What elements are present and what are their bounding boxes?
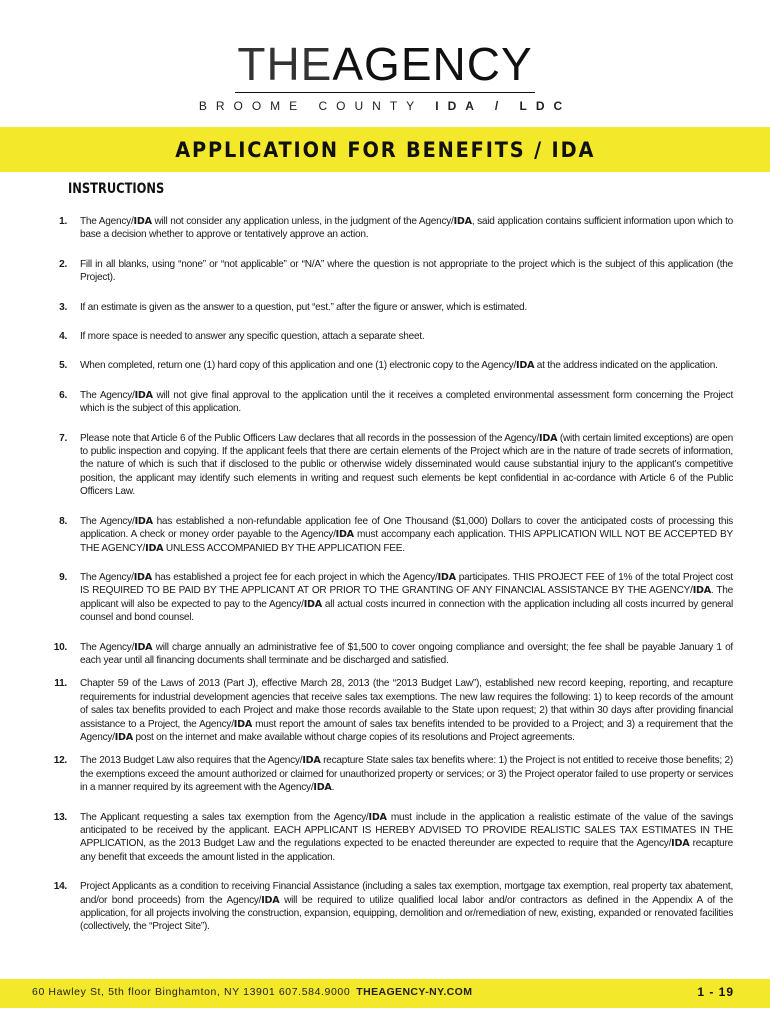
instruction-number: 13. <box>53 811 67 823</box>
instruction-item: 7. Please note that Article 6 of the Public Officers Law declares that all records in the possession of the Agency/IDA (with certain limited exceptions) are open to public inspection and copying. If the applicant feels that there are certain elements of the Project which are in the nature of trade secrets of information, the nature of which is such that if disclosed to the public or otherwise widely disseminated would cause substantial injury to the applicant’s competitive position, the applicant may identify such elements in writing and request such elements be kept confidential in ac-cordance with Article 6 of the Public Officers Law. <box>33 432 733 499</box>
footer-website-link[interactable]: THEAGENCY-NY.COM <box>356 986 473 998</box>
instruction-number: 14. <box>53 881 67 893</box>
logo-wordmark <box>0 38 770 90</box>
instruction-number: 6. <box>59 389 67 401</box>
instruction-number: 9. <box>59 571 67 583</box>
instruction-number: 7. <box>59 432 67 444</box>
page-title-plain: APPLICATION FOR BENEFITS / <box>175 137 543 162</box>
footer-address <box>32 986 472 998</box>
instruction-number: 3. <box>59 301 67 313</box>
logo-subtitle-bold: IDA / LDC <box>435 99 572 113</box>
instruction-item: 10. The Agency/IDA will charge annually an administrative fee of $1,500 to cover ongoing compliance and oversight; the fee shall be payable January 1 of each year until all financing documents shall terminate and be discharged and satisfied. <box>33 641 733 668</box>
instruction-item: 9. The Agency/IDA has established a project fee for each project in which the Agency/IDA participates. THIS PROJECT FEE of 1% of the total Project cost IS REQUIRED TO BE PAID BY THE APPLICANT AT OR PRIOR TO THE GRANTING OF ANY FINANCIAL ASSISTANCE BY THE AGENCY/IDA. The applicant will also be expected to pay to the Agency/IDA all actual costs incurred in connection with the application including all costs incurred by general counsel and bond counsel. <box>33 571 733 625</box>
instruction-item: 3. If an estimate is given as the answer to a question, put “est.” after the figure or answer, which is estimated. <box>33 301 733 314</box>
instruction-item: 14. Project Applicants as a condition to receiving Financial Assistance (including a sales tax exemption, mortgage tax exemption, real property tax abatement, and/or bond proceeds) from the Agency/IDA will be required to utilize qualified local labor and/or contractors as defined in the Appendix A of the application, for all projects involving the construction, expansion, equipping, demolition and or/remediation of new, existing, expanded or renovated facilities (collectively, the “Project Site”). <box>33 880 733 934</box>
logo-divider <box>235 92 535 93</box>
instructions-list <box>33 215 733 934</box>
ida-emphasis: IDA <box>114 731 133 743</box>
page-title <box>175 138 595 162</box>
instruction-item: 2. Fill in all blanks, using “none” or “not applicable” or “N/A” where the question is not appropriate to the project which is the subject of this application (the Project). <box>33 258 733 285</box>
instruction-item: 12. The 2013 Budget Law also requires that the Agency/IDA recapture State sales tax benefits where: 1) the Project is not entitled to receive those benefits; 2) the exemptions exceed the amount authorized or claimed for unauthorized property or services; or 3) the Project operator failed to use property or services in a manner required by its agreement with the Agency/IDA. <box>33 754 733 794</box>
instruction-item: 6. The Agency/IDA will not give final approval to the application until the it receives a completed environmental assessment form concerning the Project which is the subject of this application. <box>33 389 733 416</box>
ida-emphasis: IDA <box>453 216 472 227</box>
instruction-number: 2. <box>59 258 67 270</box>
instruction-number: 4. <box>59 331 67 343</box>
logo-subtitle <box>0 97 770 115</box>
title-banner <box>0 127 770 172</box>
instruction-number: 10. <box>53 641 67 653</box>
ida-emphasis: IDA <box>261 894 280 906</box>
ida-emphasis: IDA <box>335 529 354 541</box>
ida-emphasis: IDA <box>516 360 535 372</box>
logo-thin-text: THE <box>237 38 333 90</box>
instruction-number: 8. <box>59 515 67 527</box>
instruction-item: 1. The Agency/IDA will not consider any application unless, in the judgment of the Agency/IDA, said application contains sufficient information upon which to base a decision whether to approve or tentatively approve an action. <box>33 215 733 242</box>
instruction-item: 13. The Applicant requesting a sales tax exemption from the Agency/IDA must include in the application a realistic estimate of the value of the savings anticipated to be received by the applicant. EACH APPLICANT IS HEREBY ADVISED TO PROVIDE REALISTIC SALES TAX ESTIMATES IN THE APPLICATION, as the 2013 Budget Law and the regulations expected to be enacted thereunder are expected to require that the Agency/IDA recapture any benefit that exceeds the amount listed in the application. <box>33 811 733 865</box>
ida-emphasis: IDA <box>134 515 153 527</box>
logo-bold-text: AGENCY <box>332 38 533 90</box>
ida-emphasis: IDA <box>437 571 456 583</box>
page-number: 1 - 19 <box>697 985 734 999</box>
ida-emphasis: IDA <box>134 389 153 401</box>
ida-emphasis: IDA <box>145 542 164 554</box>
ida-emphasis: IDA <box>133 571 152 583</box>
instruction-number: 1. <box>59 216 67 227</box>
logo-subtitle-plain: BROOME COUNTY <box>198 99 423 113</box>
page-title-bold: IDA <box>551 137 595 162</box>
ida-emphasis: IDA <box>692 585 711 597</box>
instructions-heading: INSTRUCTIONS <box>68 181 165 197</box>
ida-emphasis: IDA <box>302 755 321 767</box>
ida-emphasis: IDA <box>134 641 153 653</box>
instruction-item: 8. The Agency/IDA has established a non-refundable application fee of One Thousand ($1,000) Dollars to cover the anticipated costs of processing this application. A check or money order payable to the Agency/IDA must accompany each application. THIS APPLICATION WILL NOT BE ACCEPTED BY THE AGENCY/IDA UNLESS ACCOMPANIED BY THE APPLICATION FEE. <box>33 515 733 555</box>
agency-logo <box>0 38 770 115</box>
instruction-number: 5. <box>59 360 67 372</box>
ida-emphasis: IDA <box>539 432 558 444</box>
ida-emphasis: IDA <box>368 811 387 823</box>
instruction-item: 4. If more space is needed to answer any specific question, attach a separate sheet. <box>33 330 733 343</box>
ida-emphasis: IDA <box>671 838 690 850</box>
instruction-item: 5. When completed, return one (1) hard copy of this application and one (1) electronic copy to the Agency/IDA at the address indicated on the application. <box>33 359 733 372</box>
ida-emphasis: IDA <box>233 718 253 730</box>
ida-emphasis: IDA <box>303 598 322 610</box>
ida-emphasis: IDA <box>133 216 152 227</box>
instruction-number: 12. <box>53 755 67 767</box>
footer-address-text: 60 Hawley St, 5th floor Binghamton, NY 13901 607.584.9000 <box>32 986 351 998</box>
instruction-number: 11. <box>54 678 67 690</box>
instruction-item: 11. Chapter 59 of the Laws of 2013 (Part J), effective March 28, 2013 (the “2013 Budget Law”), established new record keeping, reporting, and recapture requirements for industrial development agencies that receive sales tax exemptions. The new law requires the following: 1) to keep records of the amount of sales tax benefits provided to each Project and make those records available to the State upon request; 2) that within 30 days after providing financial assistance to a Project, the Agency/IDA must report the amount of sales tax benefits intended to be provided to a Project; and 3) a requirement that the Agency/IDA post on the internet and make available without charge copies of its resolutions and Project agreements. <box>33 677 733 744</box>
ida-emphasis: IDA <box>313 782 332 794</box>
